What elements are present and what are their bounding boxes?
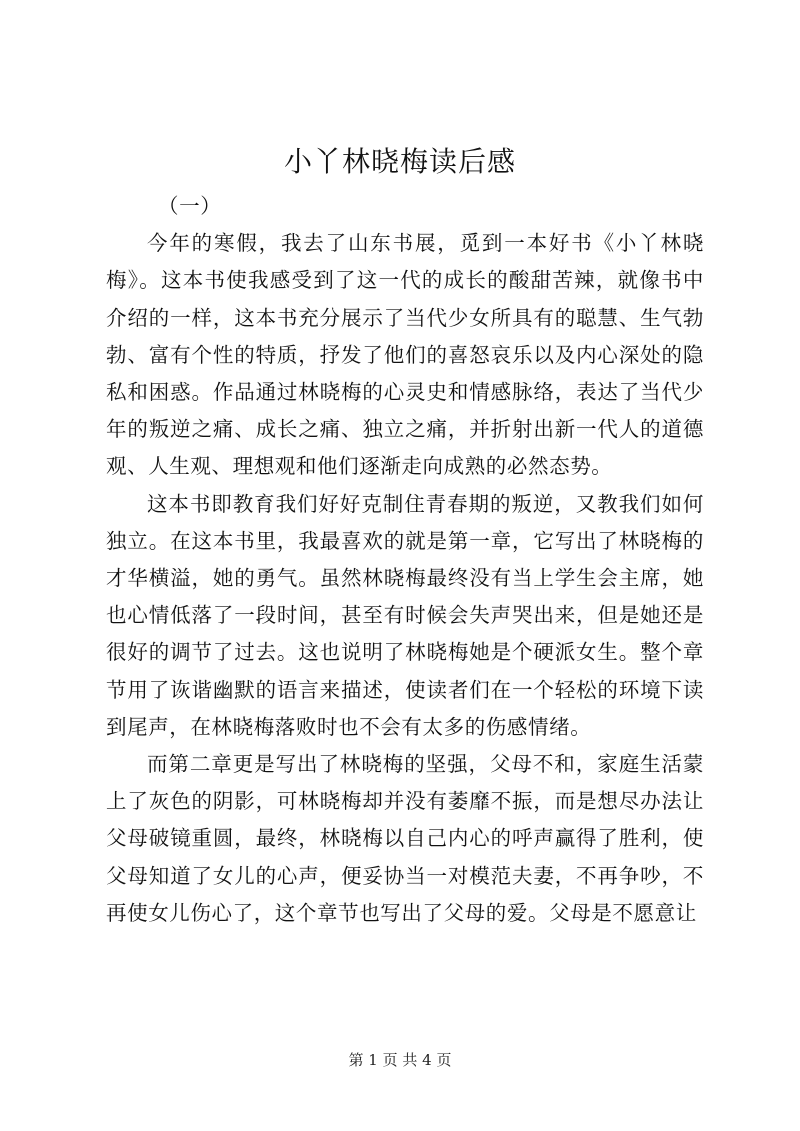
- document-body: [106, 188, 704, 932]
- page-number-footer: 第 1 页 共 4 页: [348, 1051, 452, 1069]
- paragraph: 今年的寒假，我去了山东书展，觅到一本好书《小丫林晓梅》。这本书使我感受到了这一代的成长的酸甜苦辣，就像书中介绍的一样，这本书充分展示了当代少女所具有的聪慧、生气勃勃、富有个性的特质，抒发了他们的喜怒哀乐以及内心深处的隐私和困惑。作品通过林晓梅的心灵史和情感脉络，表达了当代少年的叛逆之痛、成长之痛、独立之痛，并折射出新一代人的道德观、人生观、理想观和他们逐渐走向成熟的必然态势。: [106, 231, 704, 479]
- document-title: 小丫林晓梅读后感: [283, 145, 516, 178]
- section-marker: （一）: [158, 194, 222, 218]
- paragraph: 这本书即教育我们好好克制住青春期的叛逆，又教我们如何独立。在这本书里，我最喜欢的就是第一章，它写出了林晓梅的才华横溢，她的勇气。虽然林晓梅最终没有当上学生会主席，她也心情低落了一段时间，甚至有时候会失声哭出来，但是她还是很好的调节了过去。这也说明了林晓梅她是个硬派女生。整个章节用了诙谐幽默的语言来描述，使读者们在一个轻松的环境下读到尾声，在林晓梅落败时也不会有太多的伤感情绪。: [106, 491, 704, 739]
- paragraph: 而第二章更是写出了林晓梅的坚强，父母不和，家庭生活蒙上了灰色的阴影，可林晓梅却并没有萎靡不振，而是想尽办法让父母破镜重圆，最终，林晓梅以自己内心的呼声赢得了胜利，使父母知道了女儿的心声，便妥协当一对模范夫妻，不再争吵，不再使女儿伤心了，这个章节也写出了父母的爱。父母是不愿意让: [106, 752, 704, 925]
